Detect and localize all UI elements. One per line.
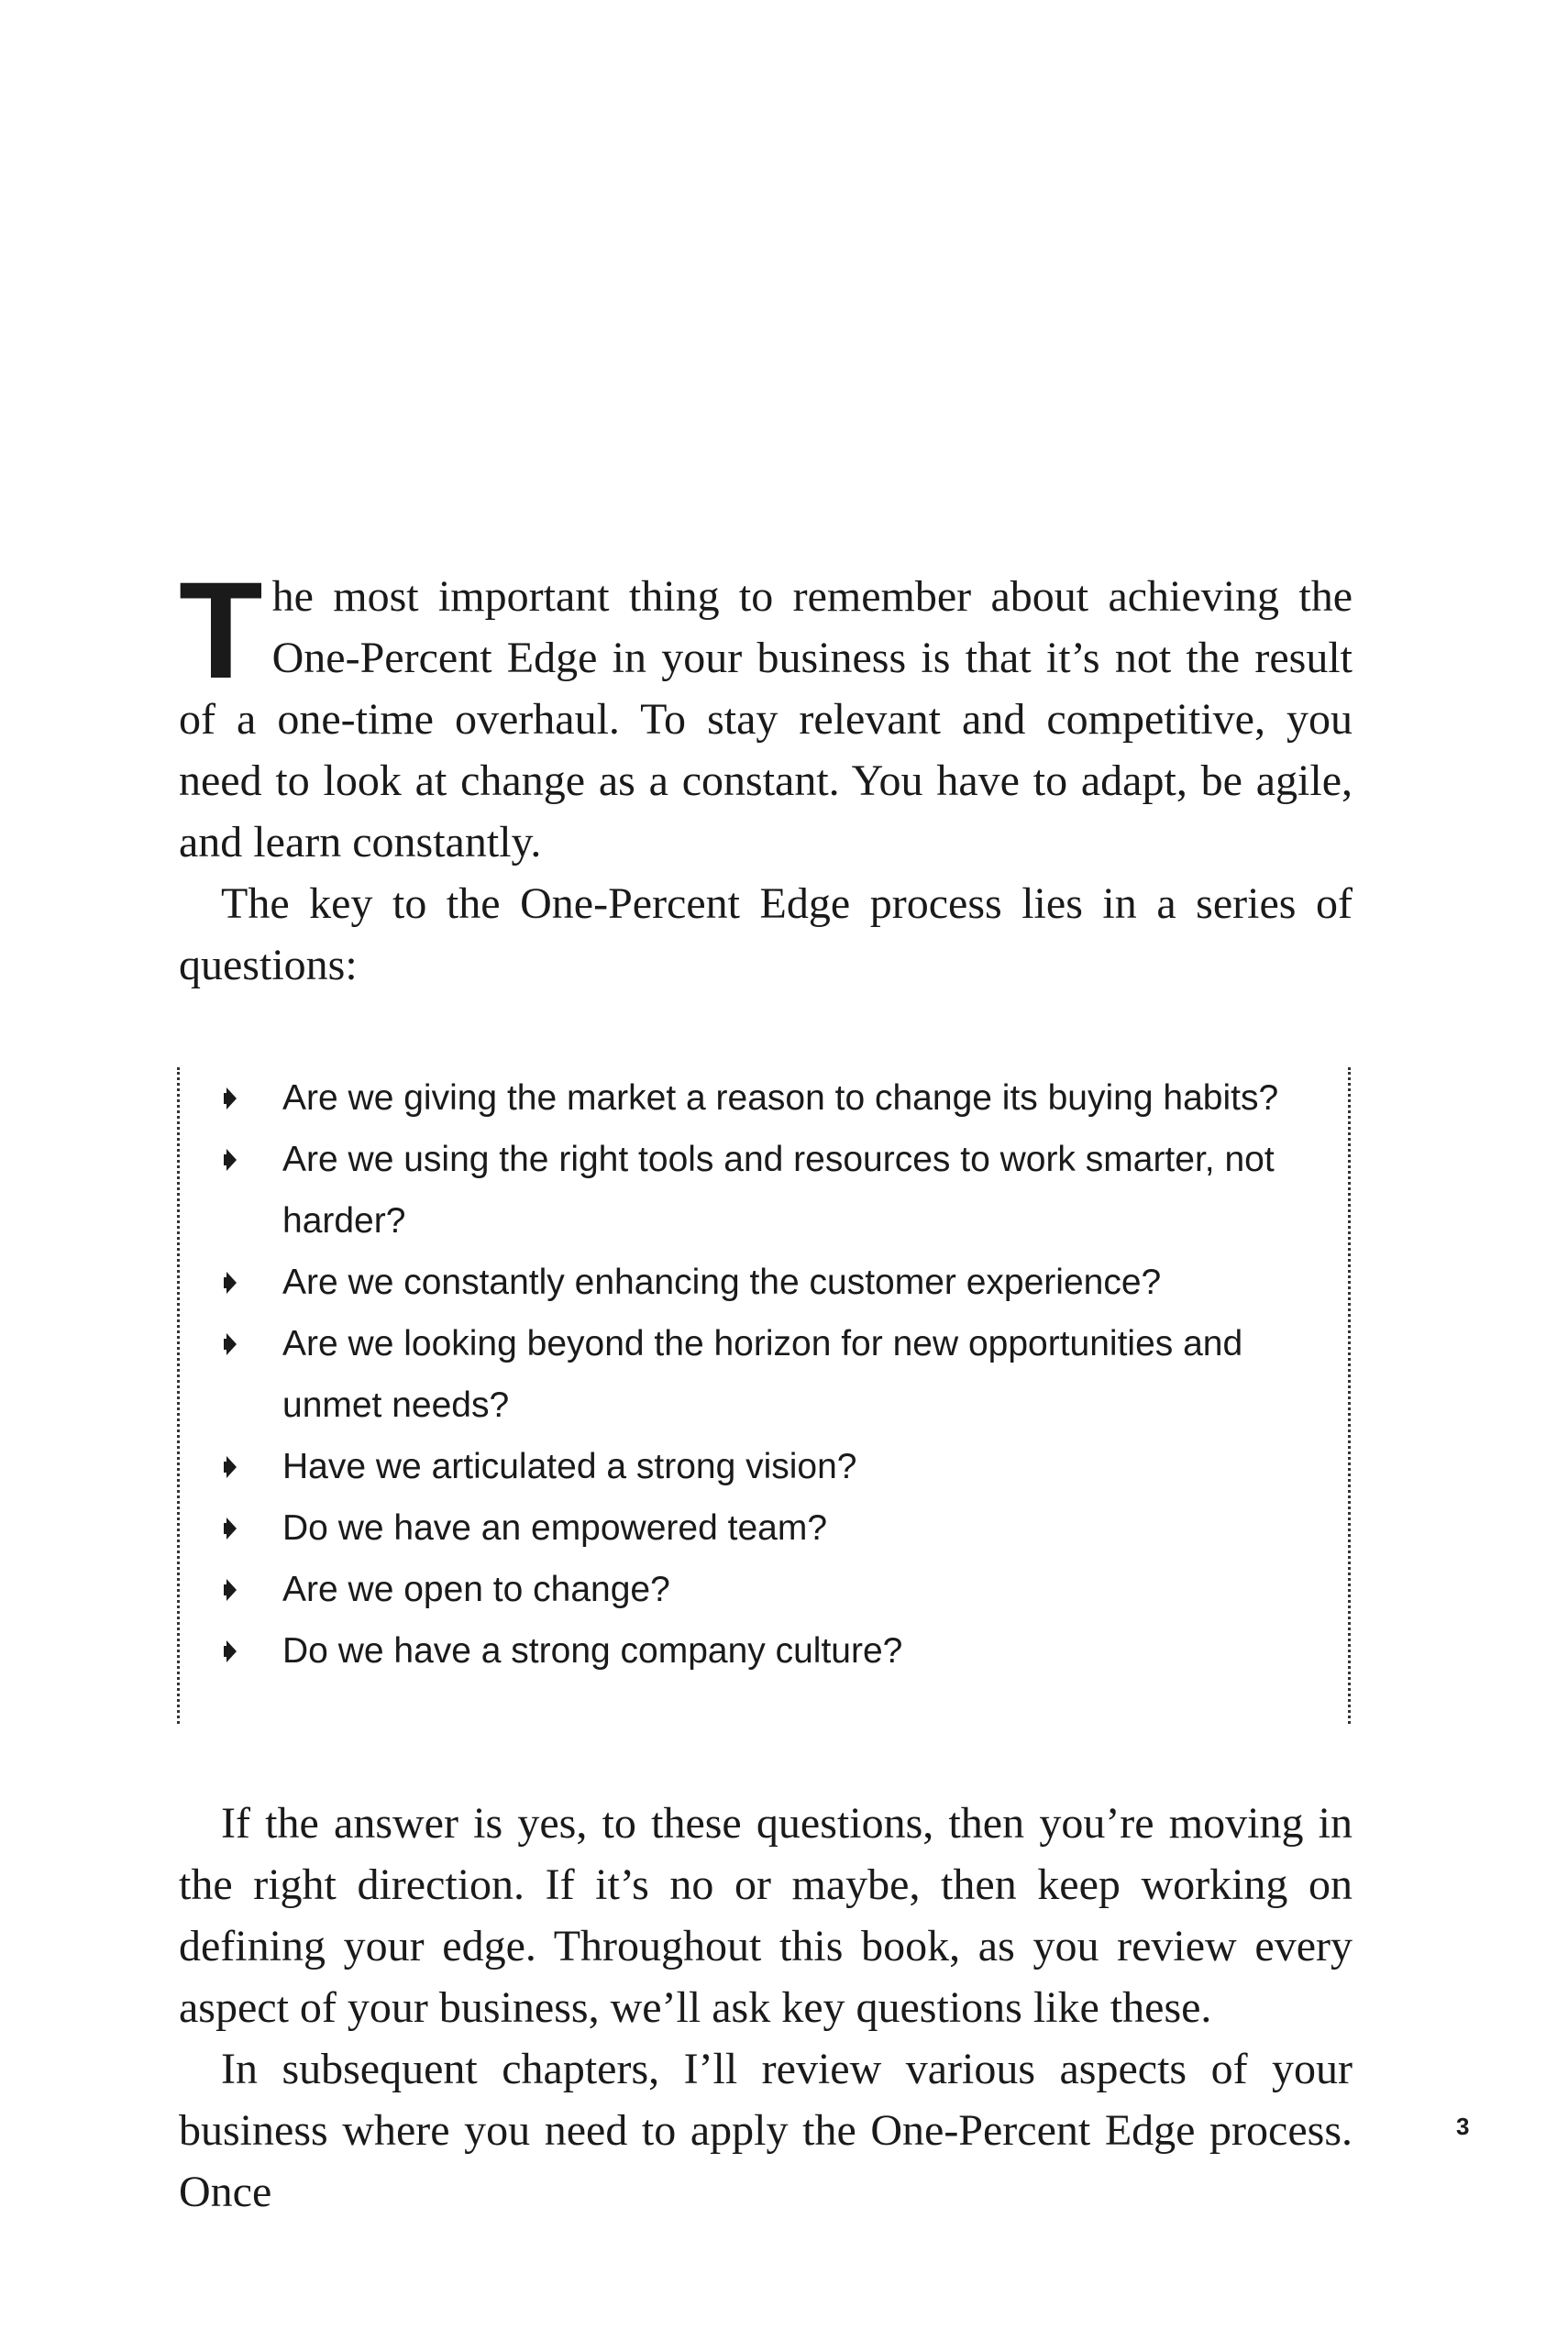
question-text: Do we have an empowered team? [282, 1508, 828, 1548]
question-item [180, 1620, 1348, 1682]
question-item [180, 1129, 1348, 1252]
question-text: Are we using the right tools and resources to work smarter, not harder? [282, 1140, 1275, 1241]
question-text: Are we open to change? [282, 1570, 670, 1609]
drop-cap: T [179, 553, 259, 707]
arrow-bullet-icon [224, 1640, 237, 1662]
arrow-bullet-icon [224, 1518, 237, 1540]
question-text: Are we looking beyond the horizon for new opportunities and unmet needs? [282, 1324, 1243, 1425]
question-text: Are we giving the market a reason to change its buying habits? [282, 1078, 1279, 1118]
arrow-bullet-icon [224, 1272, 237, 1294]
question-item [180, 1559, 1348, 1620]
questions-list [180, 1067, 1348, 1682]
arrow-bullet-icon [224, 1149, 237, 1171]
question-item [180, 1252, 1348, 1313]
page-number: 3 [1456, 2113, 1470, 2140]
arrow-bullet-icon [224, 1579, 237, 1601]
subsequent-chapters-paragraph: In subsequent chapters, I’ll review various aspects of your business where you need to apply the One-Percent Edge process. Once [179, 2045, 1353, 2216]
arrow-bullet-icon [224, 1456, 237, 1478]
question-item [180, 1313, 1348, 1436]
arrow-bullet-icon [224, 1087, 237, 1109]
question-text: Have we articulated a strong vision? [282, 1447, 857, 1486]
question-item [180, 1497, 1348, 1559]
question-item [180, 1067, 1348, 1129]
questions-box [177, 1067, 1351, 1724]
conclusion-paragraph: If the answer is yes, to these questions, then you’re moving in the right direction. If it’s no or maybe, then keep working on defining your edge. Throughout this book, as you review every aspect of your business, we’ll ask key questions like these. [179, 1799, 1353, 2032]
question-text: Are we constantly enhancing the customer experience? [282, 1263, 1162, 1302]
arrow-bullet-icon [224, 1333, 237, 1355]
questions-intro-paragraph: The key to the One-Percent Edge process lies in a series of questions: [179, 879, 1353, 989]
question-item [180, 1436, 1348, 1497]
intro-paragraph-text: he most important thing to remember about achieving the One-Percent Edge in your business is that it’s not the result of a one-time overhaul. To stay relevant and competitive, you need to look at change as a constant. You have to adapt, be agile, and learn constantly. [179, 572, 1353, 866]
intro-paragraph [179, 553, 1353, 873]
question-text: Do we have a strong company culture? [282, 1631, 903, 1671]
